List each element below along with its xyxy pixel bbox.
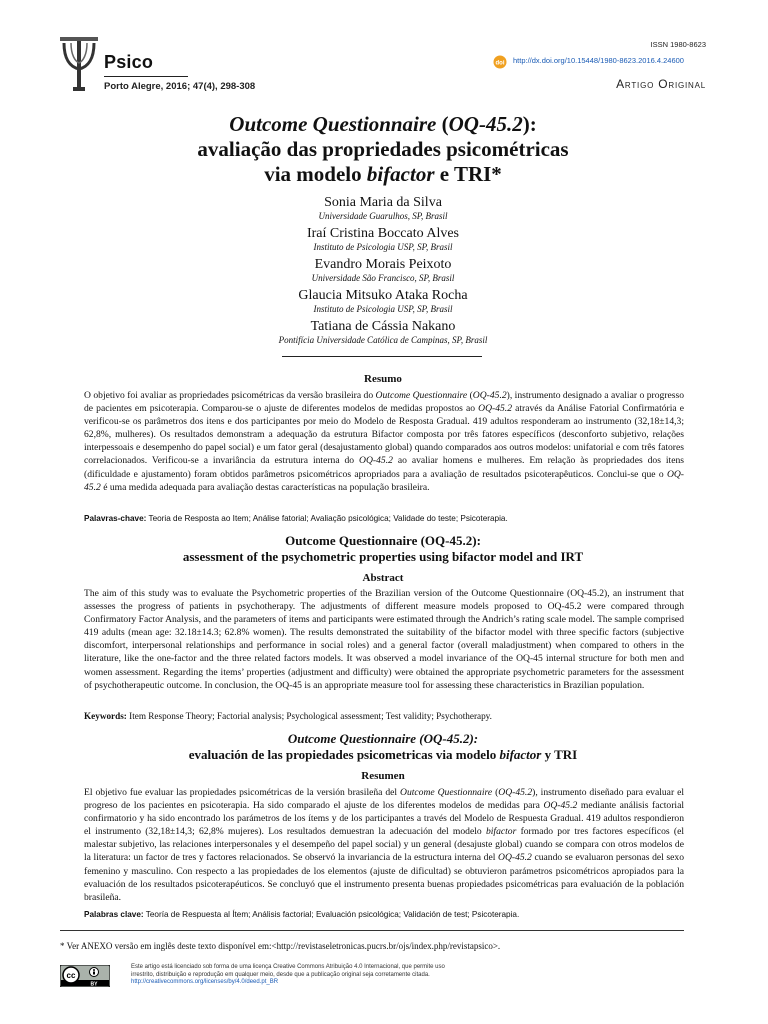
by-badge-text: BY [90,981,98,987]
english-title: Outcome Questionnaire (OQ-45.2): assessment of the psychometric properties using bifactor model and IRT [182,533,584,564]
author-block [60,225,706,253]
resumo-heading: Resumo [364,373,402,385]
doi-icon [493,55,507,69]
resumen-heading: Resumen [361,770,405,782]
journal-citation: Porto Alegre, 2016; 47(4), 298-308 [104,81,256,92]
footnote-rule [60,930,684,931]
author-affiliation: Universidade São Francisco, SP, Brasil [311,273,455,283]
author-name: Sonia Maria da Silva [324,195,442,210]
license-link[interactable]: http://creativecommons.org/licenses/by/4.0/deed.pt_BR [131,979,279,986]
author-affiliation: Instituto de Psicologia USP, SP, Brasil [313,242,453,252]
article-title: Outcome Questionnaire (OQ-45.2): avaliação das propriedades psicométricas via modelo bifactor e TRI* [197,112,569,186]
svg-text:doi: doi [495,60,505,67]
author-block [60,287,706,315]
authors-divider [282,356,482,357]
author-name: Iraí Cristina Boccato Alves [306,226,460,241]
resumen-body: El objetivo fue evaluar las propiedades psicométricas de la versión brasileña del Outcome Questionnaire (OQ-45.2), instrumento diseñado para evaluar el progreso de los pacientes en psicoterapia. Ha sido comparado el ajuste de los diferentes modelos de medidas para OQ-45.2 mediante análisis factorial confirmatorio y ha sido encontrado los parámetros de los ítems y de los participantes a través del Modelo de Respuesta Gradual. 419 adultos respondieron el instrumento (32,18±14,3; 62,8% mujeres). Los resultados demuestran la adecuación del modelo bifactor formado por tres factores específicos (el malestar subjetivo, las relaciones interpersonales y el desempeño del papel social) y un general (desajuste global) cuando se compara con otros modelos de la literatura: un factor de tres y factores relacionados. Se observó la invariancia de la estructura interna del OQ-45.2 cuando se evaluaron personas del sexo femenino y masculino. Con respecto a las propiedades de los elementos (ajuste de dificultad) se obtuvieron parámetros psicométricos apropiados para la evaluación de los resultados psicoterapéuticos. Se concluyó que el instrumento presenta buenas propiedades psicométricas para evaluación de la población brasileña. [84,787,684,903]
footnote-link[interactable]: http://revistaseletronicas.pucrs.br/ojs/index.php/revistapsico [276,941,493,951]
spanish-title: Outcome Questionnaire (OQ-45.2): evaluación de las propiedades psicometricas via modelo bifactor y TRI [188,731,578,762]
issn: ISSN 1980-8623 [650,40,706,49]
author-affiliation: Universidade Guarulhos, SP, Brasil [318,211,448,221]
journal-rule [104,76,188,77]
doi-link[interactable]: http://dx.doi.org/10.15448/1980-8623.2016.4.24600 [513,56,684,65]
author-block [60,194,706,222]
journal-name: Psico [104,52,154,72]
resumo-body: O objetivo foi avaliar as propriedades psicométricas da versão brasileira do Outcome Questionnaire (OQ-45.2), instrumento designado a avaliar o progresso de pacientes em psicoterapia. Comparou-se o ajuste de diferentes modelos de medidas propostos ao OQ-45.2 através da Análise Fatorial Confirmatória e verificou-se os parâmetros dos itens e dos participantes por meio do Modelo de Resposta Gradual. 419 adultos responderam ao instrumento (32,18±14,3; 62,8%, mulheres). Os resultados demonstram a adequação da estrutura Bifactor composta por três fatores específicos (desconforto subjetivo, relações interpessoais e desempenho do papel social) e um fator geral (desajustamento global) quando comparados aos outros modelos: unifatorial e com três fatores correlacionados. Verificou-se a invariância da estrutura interna do OQ-45.2 ao avaliar homens e mulheres. Em relação às propriedades dos itens (dificuldade e ajustamento) foram obtidos parâmetros psicométricos apropriados para a avaliação de resultados psicoterapêuticos. Conclui-se que o OQ-45.2 é uma medida adequada para avaliação destas características na população brasileira. [84,390,685,493]
author-name: Tatiana de Cássia Nakano [310,319,456,334]
palavras-chave: Palavras-chave: Teoria de Resposta ao Item; Análise fatorial; Avaliação psicológica; Validade do teste; Psicoterapia. [84,514,508,523]
palabras-clave: Palabras clave: Teoría de Respuesta al Ítem; Análisis factorial; Evaluación psicológica; Validación de test; Psicoterapia. [84,910,520,919]
footnote: * Ver ANEXO versão em inglês deste texto disponível em:<http://revistaseletronicas.pucrs.br/ojs/index.php/revistapsico>. [60,941,501,951]
author-name: Glaucia Mitsuko Ataka Rocha [298,288,468,303]
author-affiliation: Instituto de Psicologia USP, SP, Brasil [313,304,453,314]
cc-badge-text: cc [66,971,76,980]
keywords: Keywords: Item Response Theory; Factorial analysis; Psychological assessment; Test validity; Psychotherapy. [84,711,492,721]
journal-logo-icon [60,37,98,93]
creative-commons-badge[interactable] [60,965,110,987]
author-name: Evandro Morais Peixoto [314,257,452,272]
author-block [60,256,706,284]
author-affiliation: Pontifícia Universidade Católica de Campinas, SP, Brasil [278,335,488,345]
abstract-body: The aim of this study was to evaluate the Psychometric properties of the Brazilian version of the Outcome Questionnaire (OQ-45.2), an instrument that assesses the progress of patients in psychotherapy. The adjustments of different measure models proposed to OQ-45.2 were compared through Confirmatory Factor Analysis, and the parameters of items and participants were estimated through the Andrich’s rating scale model. The sample comprised 419 adults (mean age: 32.18±14.3; 62.8% women). The results demonstrated the suitability of the bifactor model with three specific factors (subjective discomfort, interpersonal relationships and performance in social roles) and a general factor (overall maladjustment) when compared to others in the literature, like the one-factor and the three related factors models. It was observed a model invariance of the OQ-45 internal structure for both men and women assessment. Regarding the items’ properties (adjustment and difficulty) were obtained the appropriate psychometric parameters for the assessment of psychotherapeutic outcome. In conclusion, the OQ-45 is an appropriate measure tool for assessing these characteristics in Brazilian population. [84,588,684,691]
abstract-heading: Abstract [362,572,404,584]
author-list [60,194,706,349]
author-block [60,318,706,346]
article-type: Artigo Original [616,77,706,91]
license-text: Este artigo está licenciado sob forma de uma licença Creative Commons Atribuição 4.0 Internacional, que permite uso irrestrito, distribuição e reprodução em qualquer meio, desde que a publicação original seja corretamente citada. http://creativecommons.org/licenses/by/4.0/deed.pt_BR [131,964,445,986]
